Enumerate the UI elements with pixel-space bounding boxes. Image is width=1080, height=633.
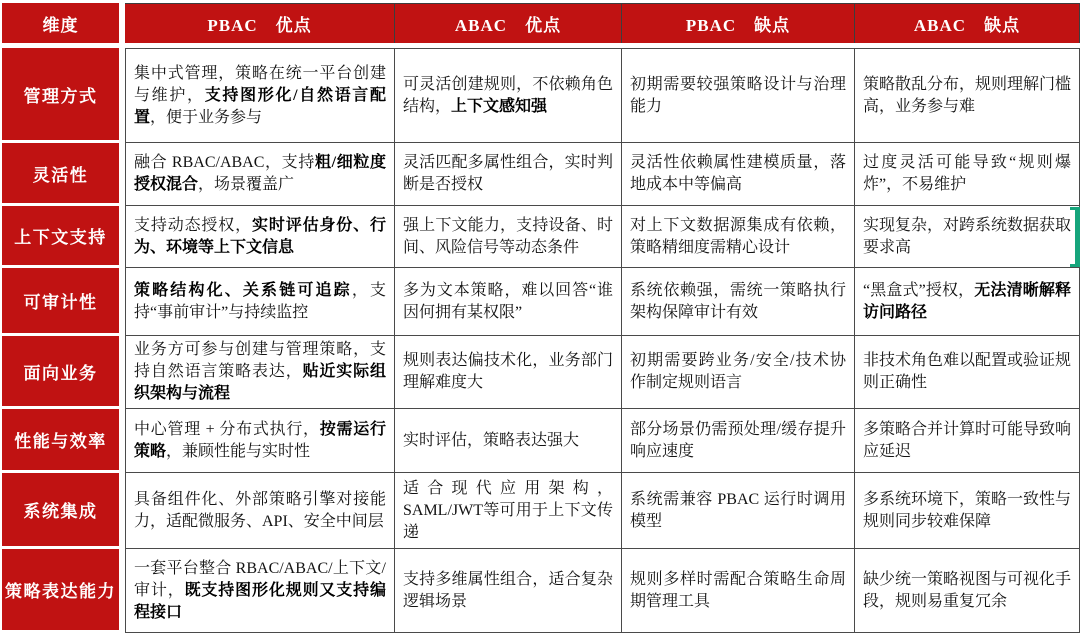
- pbac-cons-cell: [622, 409, 855, 473]
- cell-text: ，兼顾性能与实时性: [166, 442, 311, 460]
- cell-text: ，支持“事前审计”与持续监控: [134, 281, 386, 321]
- pbac-cons-cell: [622, 143, 855, 206]
- cell-text: 可灵活创建规则，不依赖角色结构，: [403, 75, 613, 115]
- dimension-cell: 可审计性: [2, 268, 119, 333]
- cell-text-bold: 实时评估身份、行为、环境等上下文信息: [134, 216, 386, 256]
- abac-pros-cell: [395, 268, 622, 336]
- cell-text: ，便于业务参与: [150, 108, 263, 126]
- cell-text: 过度灵活可能导致“规则爆炸”，不易维护: [863, 154, 1071, 193]
- abac-cons-cell: [855, 48, 1080, 143]
- cell-text: 支持动态授权，: [134, 216, 252, 234]
- cell-text: 实时评估，策略表达强大: [403, 431, 580, 449]
- pbac-cons-cell: [622, 206, 855, 268]
- cell-text: 初期需要跨业务/安全/技术协作制定规则语言: [630, 352, 846, 391]
- cell-text: 多系统环境下，策略一致性与规则同步较难保障: [863, 490, 1072, 530]
- cell-text: 策略散乱分布，规则理解门槛高，业务参与难: [863, 75, 1072, 115]
- pbac-pros-cell: [125, 549, 395, 633]
- cell-text: 适合现代应用架构，SAML/JWT等可用于上下文传递: [403, 479, 613, 541]
- cell-text: 非技术角色难以配置或验证规则正确性: [863, 352, 1072, 391]
- abac-cons-cell: [855, 473, 1080, 549]
- pbac-pros-cell: [125, 48, 395, 143]
- cell-text: 业务方可参与创建与管理策略，支持自然语言策略表达，: [134, 341, 386, 380]
- cell-text: 灵活匹配多属性组合，实时判断是否授权: [403, 154, 613, 193]
- cell-text: 规则表达偏技术化，业务部门理解难度大: [403, 352, 613, 391]
- header-cell-pbac-cons: PBAC 缺点: [622, 3, 855, 43]
- cell-text: 多策略合并计算时可能导致响应延迟: [863, 420, 1072, 460]
- dimension-cell: 面向业务: [2, 336, 119, 406]
- dimension-cell: 策略表达能力: [2, 549, 119, 630]
- cell-text: 部分场景仍需预处理/缓存提升响应速度: [630, 420, 846, 460]
- header-cell-abac-cons: ABAC 缺点: [855, 3, 1080, 43]
- selection-highlight: [1070, 207, 1080, 267]
- cell-text: 具备组件化、外部策略引擎对接能力，适配微服务、API、安全中间层: [134, 490, 386, 530]
- pbac-pros-cell: [125, 409, 395, 473]
- cell-text: 系统依赖强，需统一策略执行架构保障审计有效: [630, 281, 846, 321]
- cell-text: 对上下文数据源集成有依赖，策略精细度需精心设计: [630, 216, 846, 256]
- dimension-cell: 灵活性: [2, 143, 119, 203]
- cell-text: 规则多样时需配合策略生命周期管理工具: [630, 570, 846, 610]
- header-cell-dimension: 维度: [2, 3, 119, 43]
- cell-text-bold: 上下文感知强: [451, 97, 548, 115]
- dimension-cell: 上下文支持: [2, 206, 119, 265]
- abac-pros-cell: [395, 336, 622, 409]
- pbac-cons-cell: [622, 48, 855, 143]
- cell-text-bold: 按需运行策略: [134, 420, 386, 460]
- cell-text: 系统需兼容 PBAC 运行时调用模型: [630, 490, 846, 530]
- cell-text: 集中式管理，策略在统一平台创建与维护，: [134, 64, 386, 104]
- pbac-pros-cell: [125, 473, 395, 549]
- abac-cons-cell: [855, 549, 1080, 633]
- pbac-cons-cell: [622, 473, 855, 549]
- abac-cons-cell: [855, 206, 1080, 268]
- pbac-pros-cell: [125, 268, 395, 336]
- abac-pros-cell: [395, 549, 622, 633]
- cell-text: 中心管理 + 分布式执行，: [134, 420, 320, 438]
- header-cell-pbac-pros: PBAC 优点: [125, 3, 395, 43]
- cell-text-bold: 策略结构化、关系链可追踪: [134, 281, 352, 299]
- abac-cons-cell: [855, 409, 1080, 473]
- cell-text: 一套平台整合 RBAC/ABAC/上下文/审计，: [134, 559, 386, 599]
- cell-text-bold: 无法清晰解释访问路径: [863, 281, 1071, 321]
- abac-pros-cell: [395, 48, 622, 143]
- cell-text: 支持多维属性组合，适合复杂逻辑场景: [403, 570, 613, 610]
- abac-cons-cell: [855, 268, 1080, 336]
- cell-text-bold: 贴近实际组织架构与流程: [134, 363, 386, 402]
- cell-text: 缺少统一策略视图与可视化手段，规则易重复冗余: [863, 570, 1072, 610]
- cell-text: 融合 RBAC/ABAC，支持: [134, 154, 315, 171]
- pbac-pros-cell: [125, 336, 395, 409]
- cell-text: “黑盒式”授权，: [863, 281, 975, 299]
- pbac-pros-cell: [125, 206, 395, 268]
- pbac-cons-cell: [622, 549, 855, 633]
- comparison-table: [2, 3, 1080, 633]
- dimension-cell: 管理方式: [2, 48, 119, 140]
- cell-text-bold: 既支持图形化规则又支持编程接口: [134, 581, 386, 621]
- cell-text: ，场景覆盖广: [198, 176, 295, 193]
- header-cell-abac-pros: ABAC 优点: [395, 3, 622, 43]
- abac-cons-cell: [855, 336, 1080, 409]
- cell-text: 强上下文能力，支持设备、时间、风险信号等动态条件: [403, 216, 613, 256]
- cell-text: 实现复杂，对跨系统数据获取要求高: [863, 216, 1072, 256]
- cell-text: 灵活性依赖属性建模质量，落地成本中等偏高: [630, 154, 846, 193]
- abac-pros-cell: [395, 206, 622, 268]
- abac-pros-cell: [395, 409, 622, 473]
- dimension-cell: 系统集成: [2, 473, 119, 546]
- pbac-cons-cell: [622, 336, 855, 409]
- pbac-pros-cell: [125, 143, 395, 206]
- cell-text: 多为文本策略，难以回答“谁因何拥有某权限”: [403, 281, 613, 321]
- cell-text-bold: 支持图形化/自然语言配置: [134, 86, 386, 126]
- abac-pros-cell: [395, 473, 622, 549]
- cell-text-bold: 粗/细粒度授权混合: [134, 154, 386, 193]
- dimension-cell: 性能与效率: [2, 409, 119, 470]
- abac-pros-cell: [395, 143, 622, 206]
- cell-text: 初期需要较强策略设计与治理能力: [630, 75, 846, 115]
- abac-cons-cell: [855, 143, 1080, 206]
- pbac-cons-cell: [622, 268, 855, 336]
